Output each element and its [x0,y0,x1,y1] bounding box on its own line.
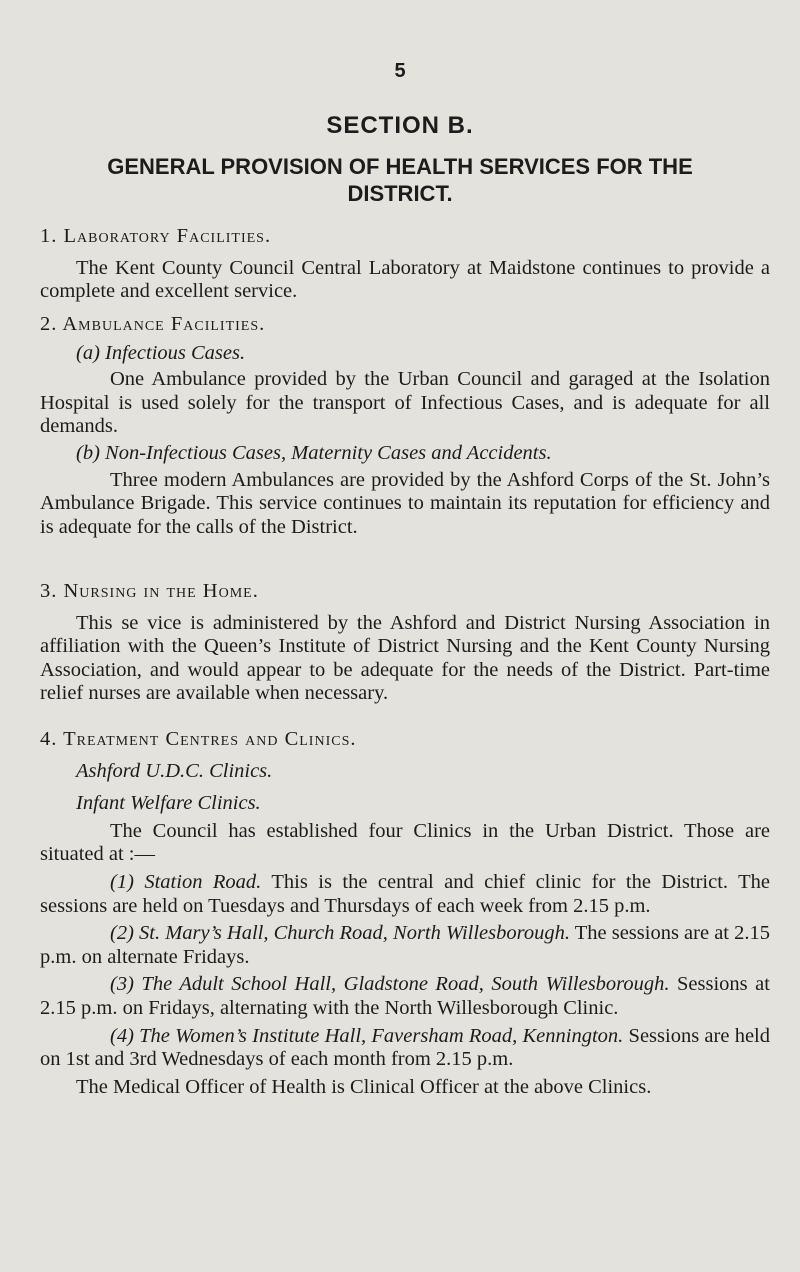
clinic-4-text: Sessions are held on 1st and 3rd Wednesdays of each month from 2.15 p.m. [40,1024,770,1071]
clinic-3 [40,973,770,1020]
ambulance-a-title: (a) Infectious Cases. [76,341,246,364]
ambulance-heading: 2. Ambulance Facilities. [40,313,266,335]
section-subtitle-line2: DISTRICT. [347,181,453,206]
nursing-text: This se vice is administered by the Ashford and District Nursing Association in affiliation with the Queen’s Institute of District Nursing and the Kent County Nursing Association, and would appear to be adequate for the needs of the District. Part-time relief nurses are available when necessary. [40,611,770,705]
clinic-4-place: (4) The Women’s Institute Hall, Faversham Road, Kennington. [110,1024,624,1047]
clinic-1-text: This is the central and chief clinic for the District. The sessions are held on Tuesdays and Thursdays of each week from 2.15 p.m. [40,870,770,917]
clinic-1 [40,871,770,918]
treatment-heading: 4. Treatment Centres and Clinics. [40,728,357,750]
ambulance-section [40,313,770,539]
ambulance-b-text: Three modern Ambulances are provided by the Ashford Corps of the St. John’s Ambulance Brigade. This service continues to maintain its reputation for efficiency and is adequate for the calls of the District. [40,468,770,538]
ambulance-a-text: One Ambulance provided by the Urban Council and garaged at the Isolation Hospital is used solely for the transport of Infectious Cases, and is adequate for all demands. [40,368,770,438]
section-subtitle-line1: GENERAL PROVISION OF HEALTH SERVICES FOR THE [107,154,693,179]
ambulance-b-title: (b) Non-Infectious Cases, Maternity Cases and Accidents. [76,441,552,464]
treatment-closing: The Medical Officer of Health is Clinical Officer at the above Clinics. [76,1075,652,1098]
clinic-2-text: The sessions are at 2.15 p.m. on alternate Fridays. [40,922,770,968]
clinic-4 [40,1025,770,1072]
treatment-intro: The Council has established four Clinics in the Urban District. Those are situated at :— [40,819,770,866]
section-subtitle [0,153,800,207]
laboratory-text: The Kent County Council Central Laboratory at Maidstone continues to provide a complete and excellent service. [40,256,770,303]
clinic-2-place: (2) St. Mary’s Hall, Church Road, North Willesborough. [110,922,570,945]
treatment-sub2: Infant Welfare Clinics. [76,792,261,815]
clinic-1-place: (1) Station Road. [110,870,262,893]
section-title: SECTION B. [326,112,474,139]
nursing-heading: 3. Nursing in the Home. [40,580,259,602]
nursing-section [40,580,770,706]
clinic-3-text: Sessions at 2.15 p.m. on Fridays, alternating with the North Willesborough Clinic. [40,973,770,1019]
laboratory-section [40,225,770,304]
treatment-section [40,728,770,1099]
clinic-3-place: (3) The Adult School Hall, Gladstone Road, South Willesborough. [110,973,670,996]
treatment-sub1: Ashford U.D.C. Clinics. [76,759,273,782]
clinic-2 [40,922,770,969]
laboratory-heading: 1. Laboratory Facilities. [40,225,272,247]
page-number: 5 [394,60,406,82]
